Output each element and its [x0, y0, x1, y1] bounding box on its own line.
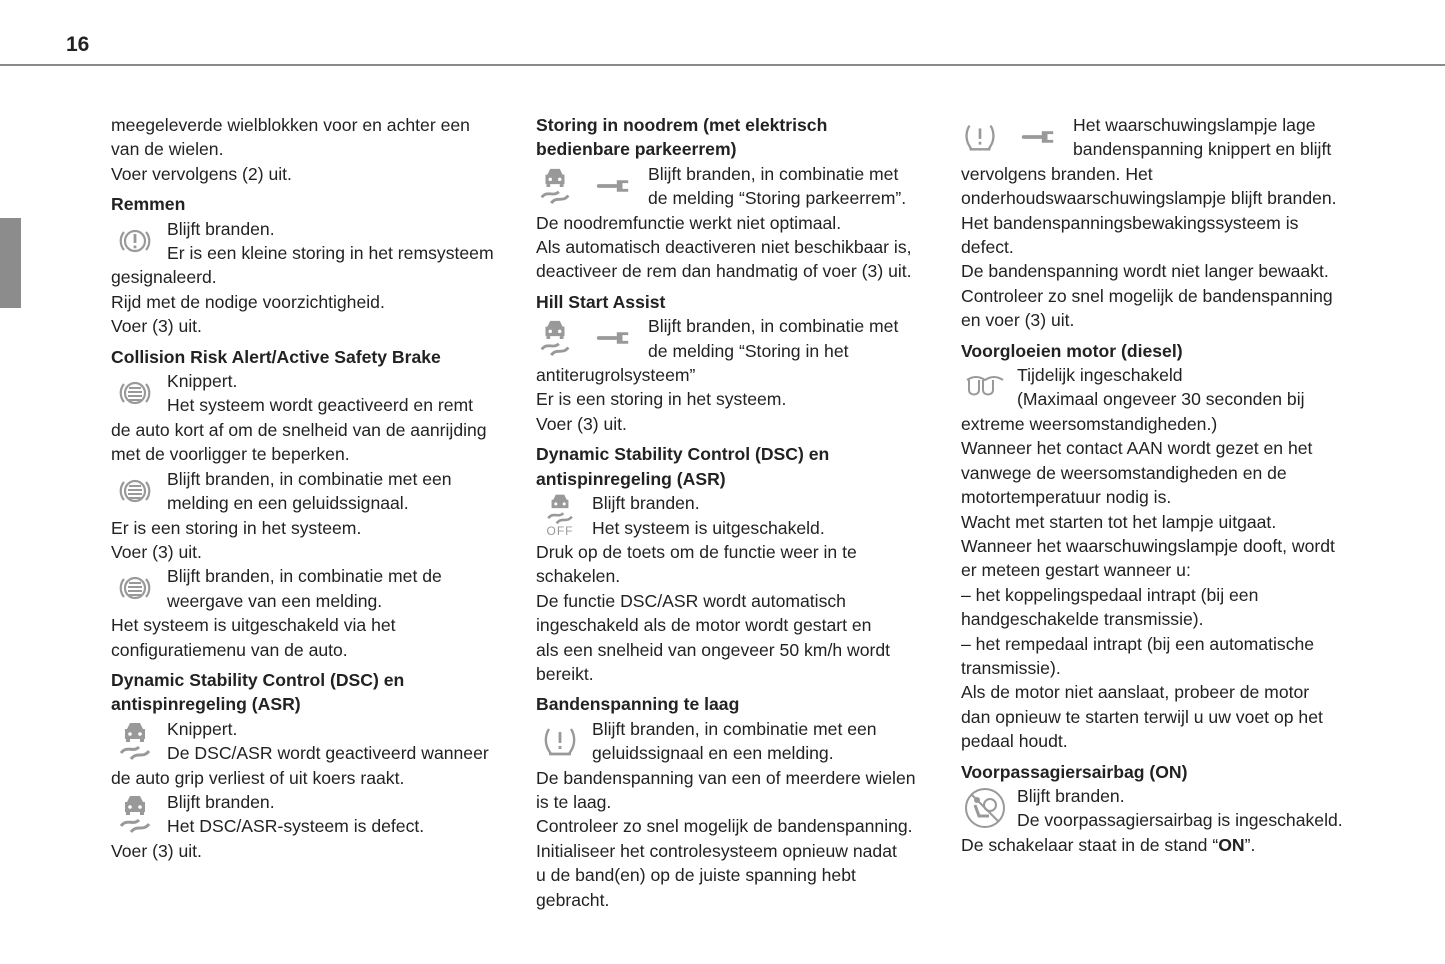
text-line: de melding “Storing parkeerrem”. [648, 188, 907, 209]
text-line: Druk op de toets om de functie weer in te [536, 541, 857, 562]
text-line: Rijd met de nodige voorzichtigheid. [111, 291, 385, 312]
text-line: handgeschakelde transmissie). [961, 609, 1204, 630]
brake-warning-icon [111, 217, 159, 265]
text-line: Het DSC/ASR-systeem is defect. [167, 816, 425, 837]
text-line: Het systeem wordt geactiveerd en remt [167, 395, 474, 416]
section-heading-noodrem: Storing in noodrem (met elektrisch [536, 115, 828, 135]
text-line: weergave van een melding. [167, 590, 383, 611]
text-line: pedaal houdt. [961, 731, 1068, 752]
text-line: schakelen. [536, 566, 621, 587]
text-line: gebracht. [536, 889, 610, 910]
text-line: Blijft branden. [167, 218, 275, 239]
text-line: De voorpassagiersairbag is ingeschakeld. [1017, 810, 1343, 831]
warning-row-brake [111, 217, 511, 266]
warning-row-hill [536, 314, 936, 363]
text-line: Blijft branden, in combinatie met [648, 316, 899, 337]
warning-row-collision-a [111, 369, 511, 418]
text-line: Blijft branden. [592, 493, 700, 514]
text-line: Het waarschuwingslampje lage [1073, 115, 1316, 135]
on-label: ON [1218, 834, 1245, 855]
section-heading-collision: Collision Risk Alert/Active Safety Brake [111, 346, 441, 367]
text-line: Controleer zo snel mogelijk de bandenspanning [961, 285, 1333, 306]
text-line: meegeleverde wielblokken voor en achter een [111, 115, 470, 135]
section-heading-dsc-off-line2: antispinregeling (ASR) [536, 468, 726, 489]
text-line: – het koppelingspedaal intrapt (bij een [961, 584, 1259, 605]
text-line: Knippert. [167, 718, 238, 739]
section-heading-noodrem-line2: bedienbare parkeerrem) [536, 139, 737, 160]
text-line: Wacht met starten tot het lampje uitgaat. [961, 511, 1277, 532]
text-line: de melding “Storing in het [648, 340, 849, 361]
text-line: Wanneer het contact AAN wordt gezet en het [961, 438, 1313, 459]
text-line: Voer (3) uit. [111, 316, 202, 337]
text-line: de auto kort af om de snelheid van de aanrijding [111, 419, 487, 440]
collision-alert-icon [111, 467, 159, 515]
section-heading-dsc-line2: antispinregeling (ASR) [111, 694, 301, 715]
text-line: Voer vervolgens (2) uit. [111, 163, 292, 184]
text-line: dan opnieuw te starten terwijl u uw voet op het [961, 706, 1323, 727]
text-line: als een snelheid van ongeveer 50 km/h wordt [536, 639, 891, 660]
text-line: deactiveer de rem dan handmatig of voer (3) uit. [536, 261, 912, 282]
text-line: Voer (3) uit. [111, 541, 202, 562]
passenger-airbag-icon [961, 784, 1009, 832]
text-line: Blijft branden, in combinatie met [648, 163, 899, 184]
text-line [961, 833, 1361, 857]
text-line: de auto grip verliest of uit koers raakt. [111, 767, 405, 788]
text-line: en voer (3) uit. [961, 310, 1075, 331]
text-line: configuratiemenu van de auto. [111, 639, 348, 660]
text-line: Controleer zo snel mogelijk de bandenspanning. [536, 816, 913, 837]
column-right [961, 113, 1361, 857]
column-left [111, 113, 511, 863]
text-span: De schakelaar staat in de stand “ [961, 834, 1219, 855]
text-line: melding en een geluidssignaal. [167, 493, 409, 514]
header-rule [0, 64, 1445, 66]
section-heading-remmen: Remmen [111, 194, 186, 215]
text-line: (Maximaal ongeveer 30 seconden bij [1017, 389, 1305, 410]
wrench-icon [594, 174, 632, 198]
text-line: antiterugrolsysteem” [536, 365, 696, 386]
collision-alert-icon [111, 564, 159, 612]
text-line: Het bandenspanningsbewakingssysteem is [961, 212, 1299, 233]
text-line: Het systeem is uitgeschakeld via het [111, 615, 396, 636]
section-heading-hill: Hill Start Assist [536, 291, 666, 312]
text-line: De DSC/ASR wordt geactiveerd wanneer [167, 743, 489, 764]
wrench-icon [1019, 125, 1057, 149]
text-line: er meteen gestart wanneer u: [961, 560, 1191, 581]
text-line: Er is een kleine storing in het remsysteem [167, 243, 494, 264]
text-line: onderhoudswaarschuwingslampje blijft branden. [961, 188, 1337, 209]
tire-pressure-icon [961, 117, 999, 157]
text-line: De bandenspanning van een of meerdere wielen [536, 767, 916, 788]
warning-row-dsc-a [111, 717, 511, 766]
icon-pair [961, 113, 1063, 161]
text-line: Blijft branden, in combinatie met een [167, 468, 452, 489]
column-middle [536, 113, 936, 912]
off-label: OFF [546, 523, 574, 538]
text-line: Als automatisch deactiveren niet beschikbaar is, [536, 237, 912, 258]
skid-car-icon [111, 717, 159, 765]
warning-row-dsc-off [536, 491, 936, 540]
text-span: ”. [1244, 834, 1256, 855]
collision-alert-icon [111, 369, 159, 417]
skid-car-icon [536, 316, 574, 360]
warning-row-airbag [961, 784, 1361, 833]
text-line: Er is een storing in het systeem. [536, 389, 787, 410]
text-line: bereikt. [536, 663, 594, 684]
warning-row-glow [961, 363, 1361, 412]
warning-row-noodrem [536, 162, 936, 211]
section-heading-voorgloeien: Voorgloeien motor (diesel) [961, 340, 1183, 361]
text-line: De bandenspanning wordt niet langer bewaakt. [961, 261, 1329, 282]
text-line: De functie DSC/ASR wordt automatisch [536, 590, 846, 611]
glow-plug-icon [961, 363, 1009, 411]
text-line: Als de motor niet aanslaat, probeer de motor [961, 682, 1310, 703]
text-line: van de wielen. [111, 139, 224, 160]
text-line: geluidssignaal en een melding. [592, 743, 834, 764]
text-line: met de voorligger te beperken. [111, 444, 350, 465]
text-line: Voer (3) uit. [111, 840, 202, 861]
text-line: extreme weersomstandigheden.) [961, 413, 1218, 434]
section-heading-banden: Bandenspanning te laag [536, 694, 740, 715]
text-line: Blijft branden, in combinatie met de [167, 566, 442, 587]
text-line: Blijft branden. [167, 791, 275, 812]
text-line: – het rempedaal intrapt (bij een automatische [961, 633, 1315, 654]
page-number: 16 [66, 33, 90, 56]
text-line: bandenspanning knippert en blijft [1073, 139, 1332, 160]
skid-car-icon [111, 790, 159, 838]
text-line: transmissie). [961, 657, 1061, 678]
warning-row-collision-b [111, 467, 511, 516]
text-line: De noodremfunctie werkt niet optimaal. [536, 212, 842, 233]
skid-car-icon [536, 164, 574, 208]
text-line: vervolgens branden. Het [961, 163, 1153, 184]
text-line: Er is een storing in het systeem. [111, 517, 362, 538]
warning-row-collision-c [111, 564, 511, 613]
section-heading-dsc-off: Dynamic Stability Control (DSC) en [536, 444, 830, 465]
tire-pressure-icon [536, 717, 584, 765]
text-line: vanwege de weersomstandigheden en de [961, 462, 1287, 483]
warning-row-banden [536, 717, 936, 766]
chapter-tab [0, 218, 21, 308]
dsc-off-icon [536, 491, 584, 539]
text-line: Wanneer het waarschuwingslampje dooft, wordt [961, 535, 1335, 556]
text-line: Blijft branden, in combinatie met een [592, 718, 877, 739]
text-line: gesignaleerd. [111, 267, 217, 288]
section-heading-airbag: Voorpassagiersairbag (ON) [961, 761, 1188, 782]
text-line: Voer (3) uit. [536, 413, 627, 434]
text-line: Tijdelijk ingeschakeld [1017, 365, 1183, 386]
text-line: ingeschakeld als de motor wordt gestart en [536, 615, 872, 636]
text-line: Blijft branden. [1017, 785, 1125, 806]
section-heading-dsc: Dynamic Stability Control (DSC) en [111, 669, 405, 690]
text-line: Het systeem is uitgeschakeld. [592, 517, 825, 538]
text-line: Initialiseer het controlesysteem opnieuw nadat [536, 840, 897, 861]
text-line: defect. [961, 237, 1014, 258]
icon-pair [536, 314, 638, 362]
warning-row-tpms [961, 113, 1361, 162]
text-line: Knippert. [167, 371, 238, 392]
warning-row-dsc-b [111, 790, 511, 839]
text-line: u de band(en) op de juiste spanning hebt [536, 865, 856, 886]
text-line: motortemperatuur nodig is. [961, 487, 1172, 508]
icon-pair [536, 162, 638, 210]
wrench-icon [594, 326, 632, 350]
text-line: is te laag. [536, 791, 612, 812]
